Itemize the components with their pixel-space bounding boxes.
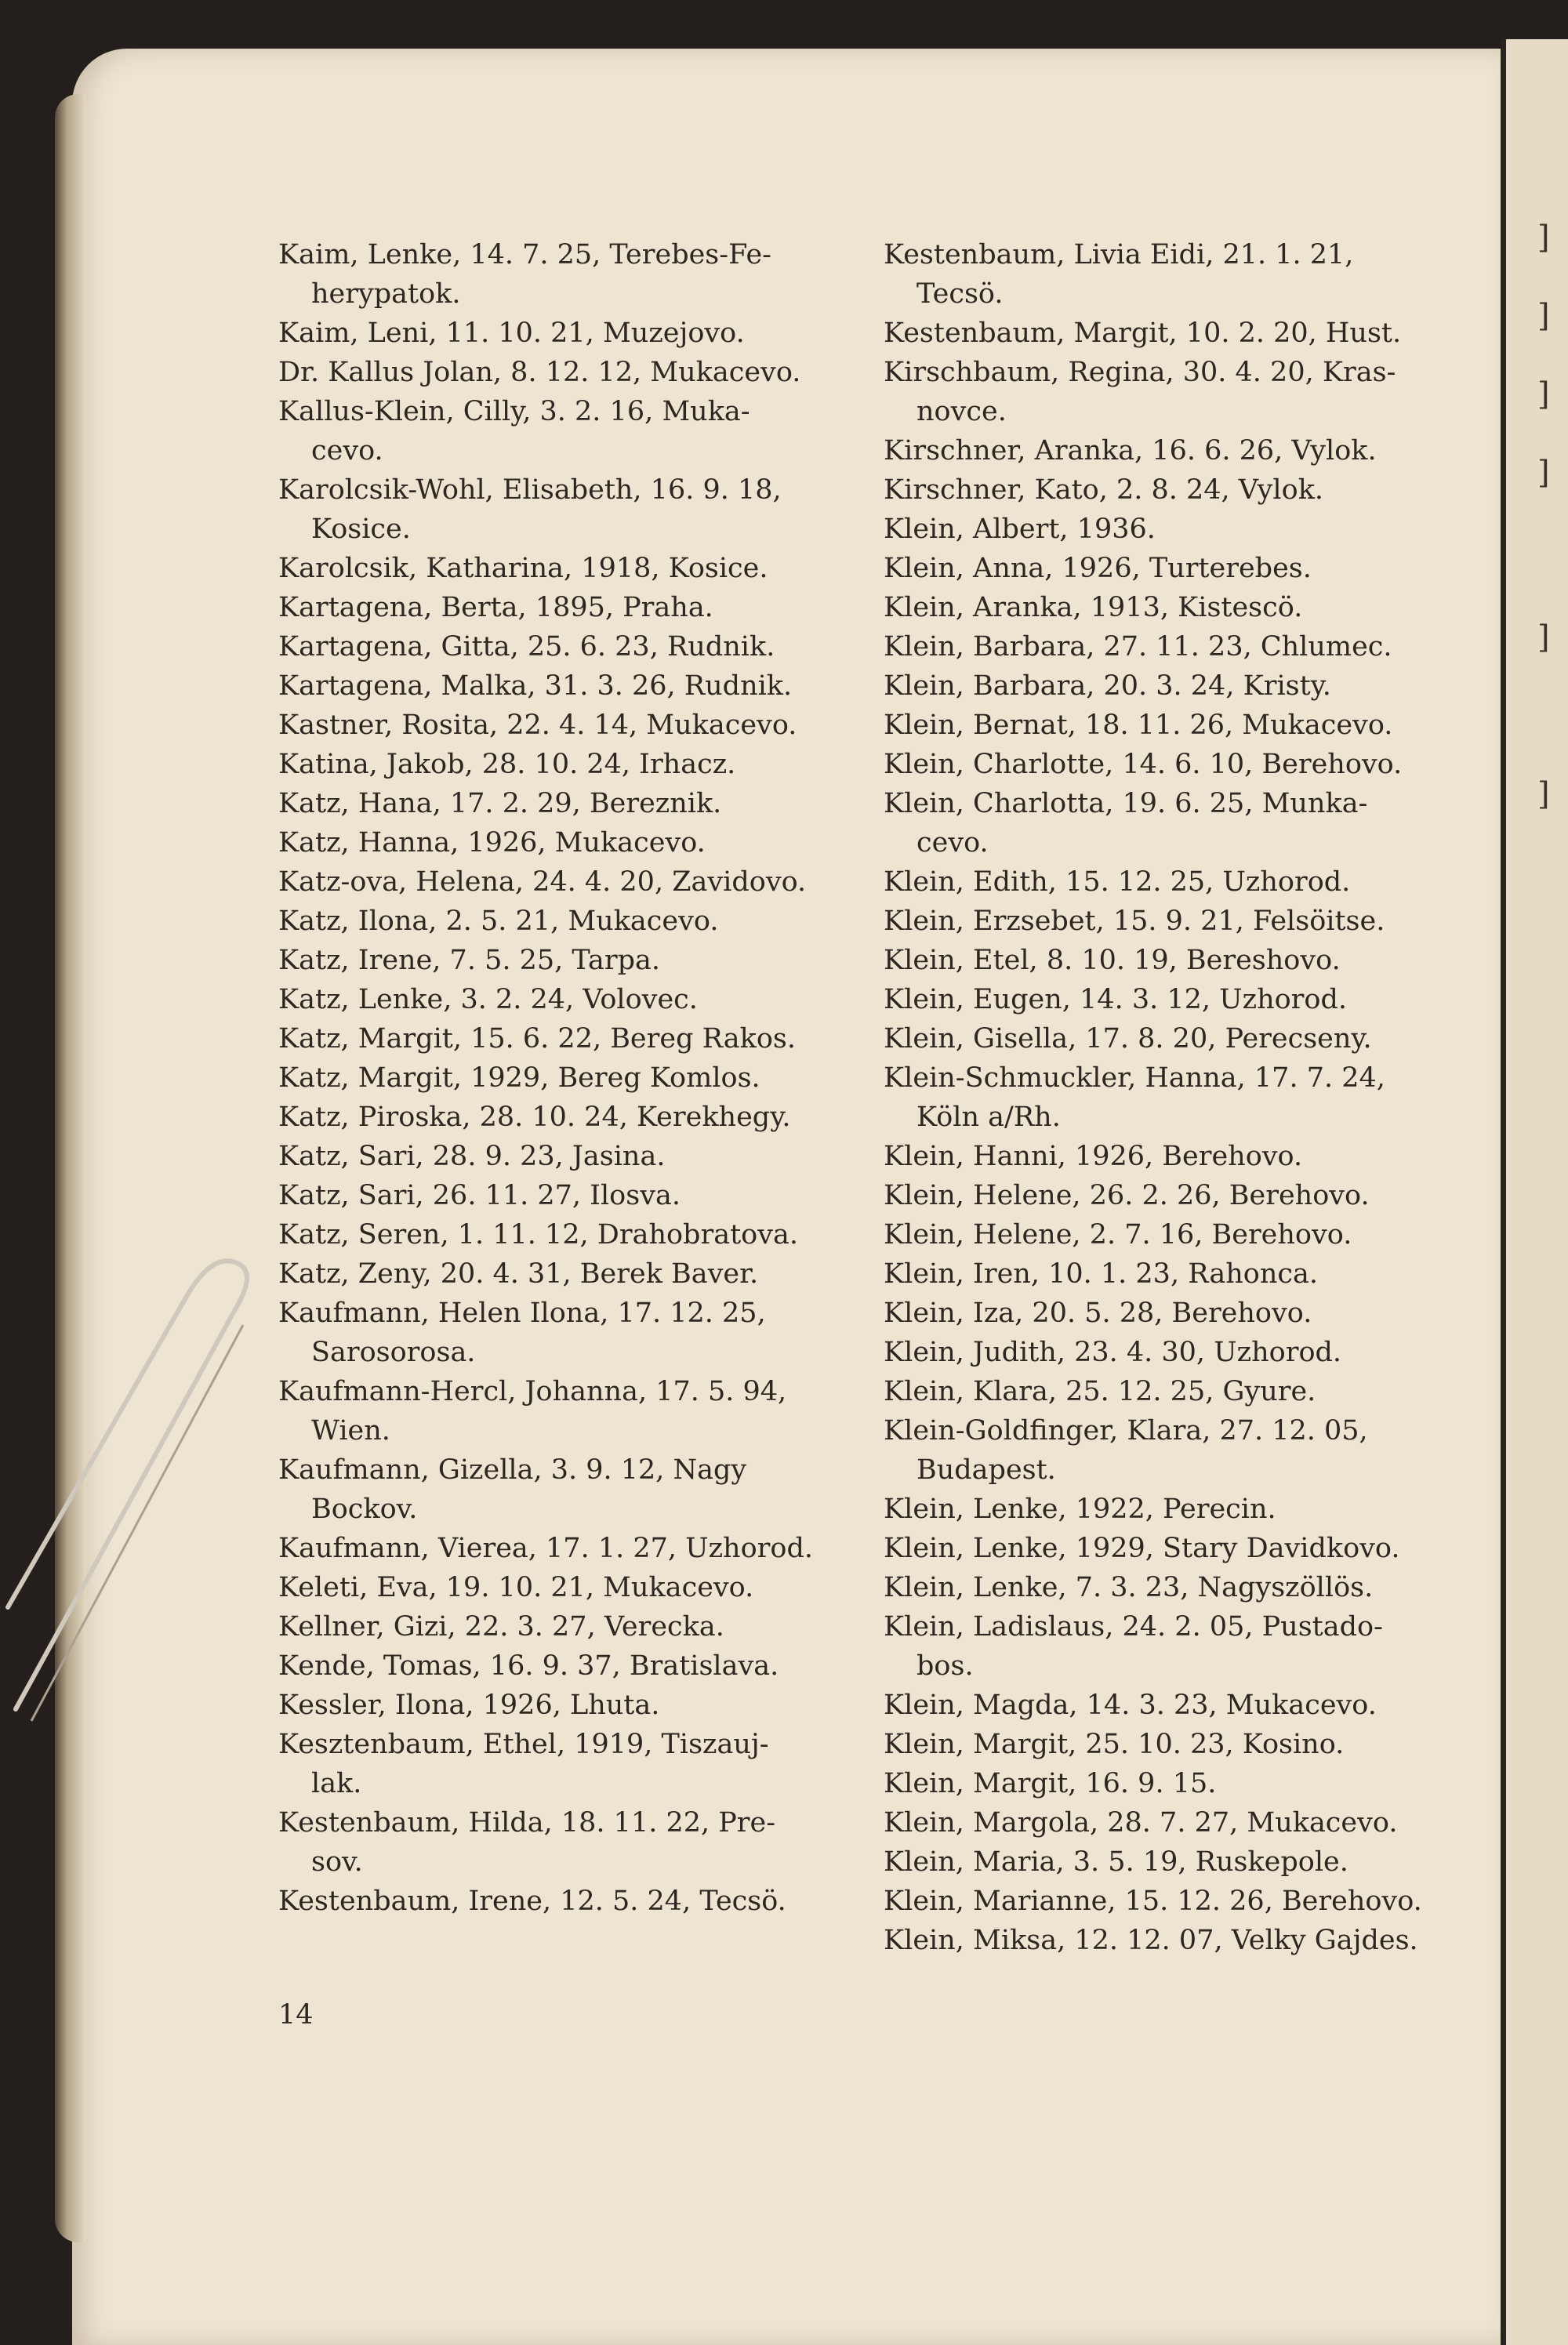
entry-text: Klein, Margola, 28. 7. 27, Mukacevo. [884, 1807, 1398, 1839]
entry-text: Kaim, Leni, 11. 10. 21, Muzejovo. [278, 318, 745, 349]
entry-text: Klein, Edith, 15. 12. 25, Uzhorod. [884, 866, 1351, 898]
entry-text: Klein, Barbara, 20. 3. 24, Kristy. [884, 670, 1331, 702]
right-column [884, 235, 1422, 1960]
list-item [884, 862, 1422, 902]
entry-text: Kartagena, Gitta, 25. 6. 23, Rudnik. [278, 631, 775, 662]
list-item [884, 1725, 1422, 1764]
entry-text: Klein, Bernat, 18. 11. 26, Mukacevo. [884, 710, 1393, 741]
entry-text: Katz, Piroska, 28. 10. 24, Kerekhegy. [278, 1102, 791, 1133]
entry-text: Klein, Lenke, 1922, Perecin. [884, 1494, 1276, 1525]
list-item [884, 902, 1422, 941]
entry-text: Katz, Hanna, 1926, Mukacevo. [278, 827, 706, 859]
list-item [884, 1921, 1422, 1960]
entry-continuation: Bockov. [311, 1494, 418, 1525]
entry-text: Klein, Gisella, 17. 8. 20, Perecseny. [884, 1023, 1372, 1055]
entry-text: Katz, Lenke, 3. 2. 24, Volovec. [278, 984, 698, 1015]
list-item [884, 1215, 1422, 1254]
list-item [884, 1254, 1422, 1294]
list-item [884, 314, 1422, 353]
list-item [278, 1450, 813, 1529]
list-item [278, 666, 813, 706]
entry-text: Klein, Maria, 3. 5. 19, Ruskepole. [884, 1846, 1348, 1878]
entry-continuation: Köln a/Rh. [916, 1102, 1061, 1133]
entry-text: Kaufmann, Vierea, 17. 1. 27, Uzhorod. [278, 1533, 814, 1564]
list-item [278, 1646, 813, 1686]
list-item [278, 1294, 813, 1372]
list-item [884, 706, 1422, 745]
entry-text: Klein, Charlotte, 14. 6. 10, Berehovo. [884, 749, 1403, 780]
list-item [884, 1568, 1422, 1607]
list-item [278, 1137, 813, 1176]
entry-text: Katz, Seren, 1. 11. 12, Drahobratova. [278, 1219, 798, 1251]
entry-text: Klein, Lenke, 7. 3. 23, Nagyszöllös. [884, 1572, 1374, 1603]
page-number: 14 [278, 1999, 314, 2031]
list-item [278, 1215, 813, 1254]
entry-text: Klein, Charlotta, 19. 6. 25, Munka- [884, 788, 1368, 819]
entry-text: Kestenbaum, Margit, 10. 2. 20, Hust. [884, 318, 1402, 349]
list-item [884, 510, 1422, 549]
entry-text: Klein, Miksa, 12. 12. 07, Velky Gajdes. [884, 1925, 1418, 1956]
stub-glyph: ] [1537, 776, 1550, 812]
list-item [884, 1137, 1422, 1176]
entry-text: Klein, Helene, 2. 7. 16, Berehovo. [884, 1219, 1352, 1251]
list-item [278, 1725, 813, 1803]
list-item [884, 1686, 1422, 1725]
list-item [884, 353, 1422, 431]
list-item [884, 1411, 1422, 1490]
list-item [884, 784, 1422, 862]
stub-glyph: ] [1537, 455, 1550, 491]
entry-text: Kestenbaum, Irene, 12. 5. 24, Tecsö. [278, 1886, 786, 1917]
list-item [278, 980, 813, 1019]
list-item [278, 588, 813, 627]
list-item [884, 588, 1422, 627]
list-item [884, 1764, 1422, 1803]
entry-text: Kartagena, Malka, 31. 3. 26, Rudnik. [278, 670, 793, 702]
list-item [884, 1529, 1422, 1568]
entry-text: Katz, Irene, 7. 5. 25, Tarpa. [278, 945, 660, 976]
list-item [278, 784, 813, 823]
entry-text: Klein, Eugen, 14. 3. 12, Uzhorod. [884, 984, 1348, 1015]
page-edge [55, 94, 86, 2242]
entry-text: Katz, Margit, 1929, Bereg Komlos. [278, 1062, 760, 1094]
entry-text: Katz-ova, Helena, 24. 4. 20, Zavidovo. [278, 866, 807, 898]
entry-text: Klein, Barbara, 27. 11. 23, Chlumec. [884, 631, 1392, 662]
list-item [884, 745, 1422, 784]
list-item [278, 1372, 813, 1450]
entry-text: Klein, Iren, 10. 1. 23, Rahonca. [884, 1258, 1318, 1290]
entry-text: Klein, Albert, 1936. [884, 514, 1156, 545]
list-item [278, 1607, 813, 1646]
list-item [278, 902, 813, 941]
entry-continuation: Tecsö. [916, 278, 1004, 310]
entry-text: Klein, Hanni, 1926, Berehovo. [884, 1141, 1303, 1172]
list-item [884, 1333, 1422, 1372]
entry-continuation: cevo. [311, 435, 383, 466]
list-item [278, 627, 813, 666]
list-item [278, 353, 813, 392]
entry-text: Klein, Iza, 20. 5. 28, Berehovo. [884, 1298, 1312, 1329]
entry-continuation: herypatok. [311, 278, 461, 310]
list-item [278, 235, 813, 314]
list-item [884, 549, 1422, 588]
entry-text: Kirschner, Kato, 2. 8. 24, Vylok. [884, 474, 1324, 506]
list-item [278, 1019, 813, 1058]
list-item [884, 470, 1422, 510]
entry-text: Katz, Margit, 15. 6. 22, Bereg Rakos. [278, 1023, 797, 1055]
stub-glyph: ] [1537, 220, 1550, 256]
entry-continuation: bos. [916, 1650, 974, 1682]
entry-continuation: sov. [311, 1846, 363, 1878]
entry-text: Klein, Margit, 16. 9. 15. [884, 1768, 1217, 1799]
entry-text: Klein, Etel, 8. 10. 19, Bereshovo. [884, 945, 1341, 976]
entry-text: Karolcsik-Wohl, Elisabeth, 16. 9. 18, [278, 474, 782, 506]
entry-text: Keleti, Eva, 19. 10. 21, Mukacevo. [278, 1572, 754, 1603]
list-item [278, 745, 813, 784]
list-item [278, 1254, 813, 1294]
entry-text: Katz, Sari, 26. 11. 27, Ilosva. [278, 1180, 681, 1211]
list-item [884, 1058, 1422, 1137]
entry-text: Klein-Goldfinger, Klara, 27. 12. 05, [884, 1415, 1368, 1447]
stub-glyph: ] [1537, 376, 1550, 412]
list-item [884, 1842, 1422, 1882]
entry-text: Klein, Lenke, 1929, Stary Davidkovo. [884, 1533, 1400, 1564]
entry-text: Klein, Judith, 23. 4. 30, Uzhorod. [884, 1337, 1342, 1368]
list-item [884, 1019, 1422, 1058]
entry-continuation: Kosice. [311, 514, 411, 545]
left-column [278, 235, 813, 1921]
list-item [278, 941, 813, 980]
list-item [884, 627, 1422, 666]
entry-text: Katz, Zeny, 20. 4. 31, Berek Baver. [278, 1258, 759, 1290]
paper-clip-icon [0, 1239, 267, 1725]
list-item [884, 1882, 1422, 1921]
entry-text: Kaufmann, Gizella, 3. 9. 12, Nagy [278, 1454, 747, 1486]
stub-glyph: ] [1537, 619, 1550, 655]
list-item [278, 1529, 813, 1568]
list-item [884, 431, 1422, 470]
entry-text: Kartagena, Berta, 1895, Praha. [278, 592, 713, 623]
entry-text: Klein, Margit, 25. 10. 23, Kosino. [884, 1729, 1345, 1760]
entry-text: Klein, Anna, 1926, Turterebes. [884, 553, 1312, 584]
entry-text: Dr. Kallus Jolan, 8. 12. 12, Mukacevo. [278, 357, 801, 388]
entry-text: Kaufmann-Hercl, Johanna, 17. 5. 94, [278, 1376, 787, 1407]
entry-text: Klein, Erzsebet, 15. 9. 21, Felsöitse. [884, 906, 1385, 937]
list-item [278, 823, 813, 862]
list-item [278, 1882, 813, 1921]
entry-text: Katz, Hana, 17. 2. 29, Bereznik. [278, 788, 722, 819]
entry-text: Kende, Tomas, 16. 9. 37, Bratislava. [278, 1650, 779, 1682]
list-item [278, 1176, 813, 1215]
list-item [278, 314, 813, 353]
stub-glyph: ] [1537, 298, 1550, 334]
entry-text: Kallus-Klein, Cilly, 3. 2. 16, Muka- [278, 396, 750, 427]
entry-text: Katz, Ilona, 2. 5. 21, Mukacevo. [278, 906, 719, 937]
list-item [278, 1803, 813, 1882]
entry-continuation: cevo. [916, 827, 989, 859]
list-item [884, 1490, 1422, 1529]
list-item [278, 549, 813, 588]
entry-continuation: lak. [311, 1768, 362, 1799]
entry-text: Kellner, Gizi, 22. 3. 27, Verecka. [278, 1611, 724, 1643]
list-item [884, 1176, 1422, 1215]
entry-text: Katina, Jakob, 28. 10. 24, Irhacz. [278, 749, 736, 780]
list-item [884, 235, 1422, 314]
entry-text: Klein-Schmuckler, Hanna, 17. 7. 24, [884, 1062, 1385, 1094]
entry-continuation: Sarosorosa. [311, 1337, 476, 1368]
list-item [278, 1058, 813, 1098]
entry-text: Kastner, Rosita, 22. 4. 14, Mukacevo. [278, 710, 797, 741]
entry-text: Kestenbaum, Livia Eidi, 21. 1. 21, [884, 239, 1354, 270]
list-item [278, 1568, 813, 1607]
entry-text: Kesztenbaum, Ethel, 1919, Tiszauj- [278, 1729, 769, 1760]
list-item [884, 666, 1422, 706]
entry-text: Karolcsik, Katharina, 1918, Kosice. [278, 553, 768, 584]
entry-text: Kaufmann, Helen Ilona, 17. 12. 25, [278, 1298, 766, 1329]
list-item [884, 1372, 1422, 1411]
entry-text: Klein, Marianne, 15. 12. 26, Berehovo. [884, 1886, 1422, 1917]
entry-text: Katz, Sari, 28. 9. 23, Jasina. [278, 1141, 666, 1172]
entry-text: Kirschbaum, Regina, 30. 4. 20, Kras- [884, 357, 1396, 388]
entry-text: Kestenbaum, Hilda, 18. 11. 22, Pre- [278, 1807, 776, 1839]
list-item [278, 470, 813, 549]
entry-text: Kessler, Ilona, 1926, Lhuta. [278, 1690, 660, 1721]
list-item [278, 392, 813, 470]
entry-text: Klein, Ladislaus, 24. 2. 05, Pustado- [884, 1611, 1383, 1643]
list-item [884, 1294, 1422, 1333]
entry-text: Kaim, Lenke, 14. 7. 25, Terebes-Fe- [278, 239, 772, 270]
entry-continuation: Wien. [311, 1415, 390, 1447]
list-item [278, 862, 813, 902]
entry-continuation: novce. [916, 396, 1007, 427]
entry-text: Kirschner, Aranka, 16. 6. 26, Vylok. [884, 435, 1377, 466]
list-item [884, 980, 1422, 1019]
list-item [278, 1686, 813, 1725]
next-page-edge [1501, 39, 1568, 2345]
entry-continuation: Budapest. [916, 1454, 1056, 1486]
list-item [884, 1803, 1422, 1842]
list-item [278, 1098, 813, 1137]
list-item [278, 706, 813, 745]
entry-text: Klein, Magda, 14. 3. 23, Mukacevo. [884, 1690, 1377, 1721]
entry-text: Klein, Klara, 25. 12. 25, Gyure. [884, 1376, 1316, 1407]
entry-text: Klein, Helene, 26. 2. 26, Berehovo. [884, 1180, 1370, 1211]
list-item [884, 941, 1422, 980]
list-item [884, 1607, 1422, 1686]
entry-text: Klein, Aranka, 1913, Kistescö. [884, 592, 1303, 623]
